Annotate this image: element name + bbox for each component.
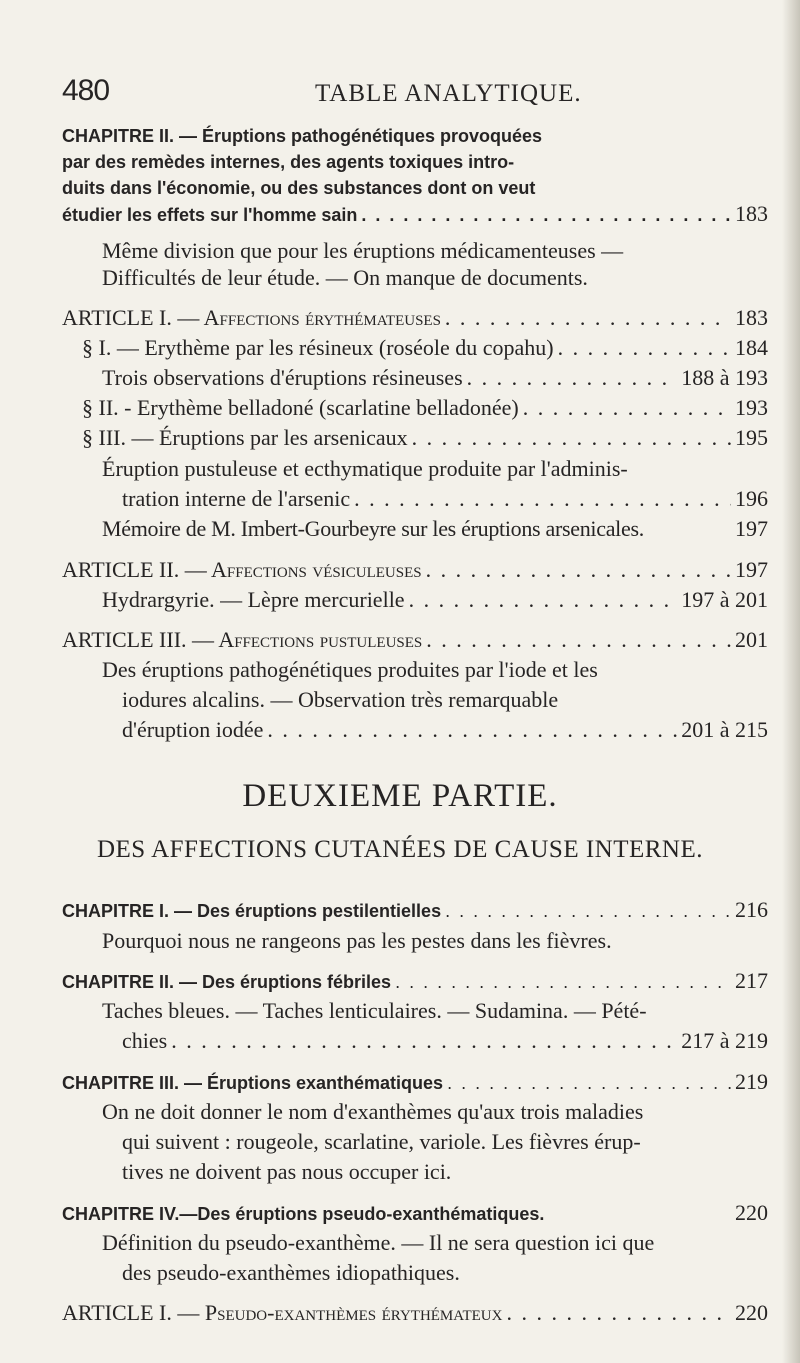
chapter-heading: CHAPITRE II. — Des éruptions fébriles (62, 972, 392, 992)
chapter-heading: CHAPITRE IV.—Des éruptions pseudo-exanthématiques. (62, 1204, 545, 1224)
chapter-entry (62, 966, 768, 996)
page-ref: 193 (735, 395, 768, 420)
leader-dots (171, 1026, 677, 1056)
toc-entry-text: ARTICLE I. — Pseudo-exanthèmes érythémateux (62, 1300, 503, 1325)
page-ref: 197 (735, 557, 768, 582)
summary-line: Difficultés de leur étude. — On manque de documents. (102, 265, 588, 290)
toc-entry (102, 585, 768, 615)
leader-dots (361, 200, 731, 230)
toc-entry-text: Mémoire de M. Imbert-Gourbeyre sur les éruptions arsenicales. (102, 516, 644, 541)
leader-dots (426, 555, 731, 585)
toc-entry-text: iodures alcalins. — Observation très remarquable (122, 687, 559, 712)
summary-line: Définition du pseudo-exanthème. — Il ne sera question ici que (102, 1230, 655, 1255)
chapter-heading-line: étudier les effets sur l'homme sain (62, 205, 358, 225)
summary-line: chies (122, 1028, 168, 1053)
running-title: TABLE ANALYTIQUE. (315, 80, 582, 107)
leader-dots (395, 967, 731, 997)
chapter-heading: CHAPITRE I. — Des éruptions pestilentielles (62, 901, 442, 921)
chapter-heading-line: duits dans l'économie, ou des substances dont on veut (62, 178, 536, 198)
page-ref: 188 à 193 (681, 365, 768, 390)
leader-dots (354, 484, 731, 514)
chapter-heading-line: CHAPITRE II. — Éruptions pathogénétiques provoquées (62, 126, 543, 146)
summary-line: Pourquoi nous ne rangeons pas les pestes dans les fièvres. (102, 928, 612, 953)
toc-entry (62, 555, 768, 585)
leader-dots (445, 303, 731, 333)
page-ref: 184 (735, 335, 768, 360)
page-ref: 220 (735, 1300, 768, 1325)
leader-dots (523, 393, 731, 423)
page-ref: 197 à 201 (681, 587, 768, 612)
toc-entry (82, 333, 768, 363)
toc-entry-text: § III. — Éruptions par les arsenicaux (82, 425, 408, 450)
toc-entry-text: Hydrargyrie. — Lèpre mercurielle (102, 587, 405, 612)
part-title: DEUXIEME PARTIE. (242, 778, 558, 814)
toc-entry-text: Éruption pustuleuse et ecthymatique produite par l'adminis- (102, 456, 628, 481)
toc-entry-text: ARTICLE I. — Affections érythémateuses (62, 305, 441, 330)
leader-dots (409, 585, 678, 615)
toc-entry-text: ARTICLE II. — Affections vésiculeuses (62, 557, 422, 582)
page-ref: 217 (735, 968, 768, 993)
page-edge-shadow (782, 0, 800, 1363)
page-ref: 183 (735, 201, 768, 226)
leader-dots (267, 715, 677, 745)
chapter-entry (62, 895, 768, 925)
toc-entry (102, 363, 768, 393)
summary-line: On ne doit donner le nom d'exanthèmes qu'aux trois maladies (102, 1099, 644, 1124)
chapter-heading-row (62, 199, 768, 229)
toc-entry-text: Trois observations d'éruptions résineuses (102, 365, 463, 390)
leader-dots (445, 896, 731, 926)
toc-entry (102, 514, 768, 544)
page-ref: 196 (735, 486, 768, 511)
page-number: 480 (62, 74, 110, 107)
page-ref: 201 (735, 627, 768, 652)
page-ref: 197 (735, 516, 768, 541)
toc-entry-text: d'éruption iodée (122, 717, 264, 742)
summary-line: Taches bleues. — Taches lenticulaires. — Sudamina. — Pété- (102, 998, 647, 1023)
toc-entry (82, 393, 768, 423)
chapter-heading: CHAPITRE III. — Éruptions exanthématiques (62, 1073, 444, 1093)
toc-entry (62, 303, 768, 333)
page-ref: 183 (735, 305, 768, 330)
part-subtitle: DES AFFECTIONS CUTANÉES DE CAUSE INTERNE. (96, 836, 704, 863)
toc-entry (122, 715, 768, 745)
leader-dots (558, 333, 731, 363)
chapter-entry (62, 1067, 768, 1097)
page-ref: 220 (735, 1200, 768, 1225)
page-ref: 217 à 219 (681, 1028, 768, 1053)
toc-entry-text: ARTICLE III. — Affections pustuleuses (62, 627, 423, 652)
leader-dots (467, 363, 678, 393)
summary-line: des pseudo-exanthèmes idiopathiques. (122, 1260, 460, 1285)
page-ref: 201 à 215 (681, 717, 768, 742)
page-header (62, 74, 762, 114)
summary-line: qui suivent : rougeole, scarlatine, variole. Les fièvres érup- (122, 1129, 641, 1154)
toc-entry-text: Des éruptions pathogénétiques produites par l'iode et les (102, 657, 598, 682)
toc-entry-text: § II. - Erythème belladoné (scarlatine belladonée) (82, 395, 519, 420)
leader-dots (412, 423, 731, 453)
toc-entry (82, 423, 768, 453)
chapter-heading-line: par des remèdes internes, des agents toxiques intro- (62, 152, 515, 172)
page-ref: 195 (735, 425, 768, 450)
page-ref: 219 (735, 1069, 768, 1094)
toc-entry (122, 1026, 768, 1056)
leader-dots (426, 625, 731, 655)
toc-entry-text: tration interne de l'arsenic (122, 486, 351, 511)
page-ref: 216 (735, 897, 768, 922)
toc-entry (62, 625, 768, 655)
toc-entry (62, 1298, 768, 1328)
leader-dots (506, 1298, 731, 1328)
summary-line: Même division que pour les éruptions médicamenteuses — (102, 238, 624, 263)
toc-entry-text: § I. — Erythème par les résineux (roséole du copahu) (82, 335, 554, 360)
leader-dots (447, 1068, 731, 1098)
toc-entry (122, 484, 768, 514)
chapter-entry (62, 1198, 768, 1228)
summary-line: tives ne doivent pas nous occuper ici. (122, 1159, 452, 1184)
